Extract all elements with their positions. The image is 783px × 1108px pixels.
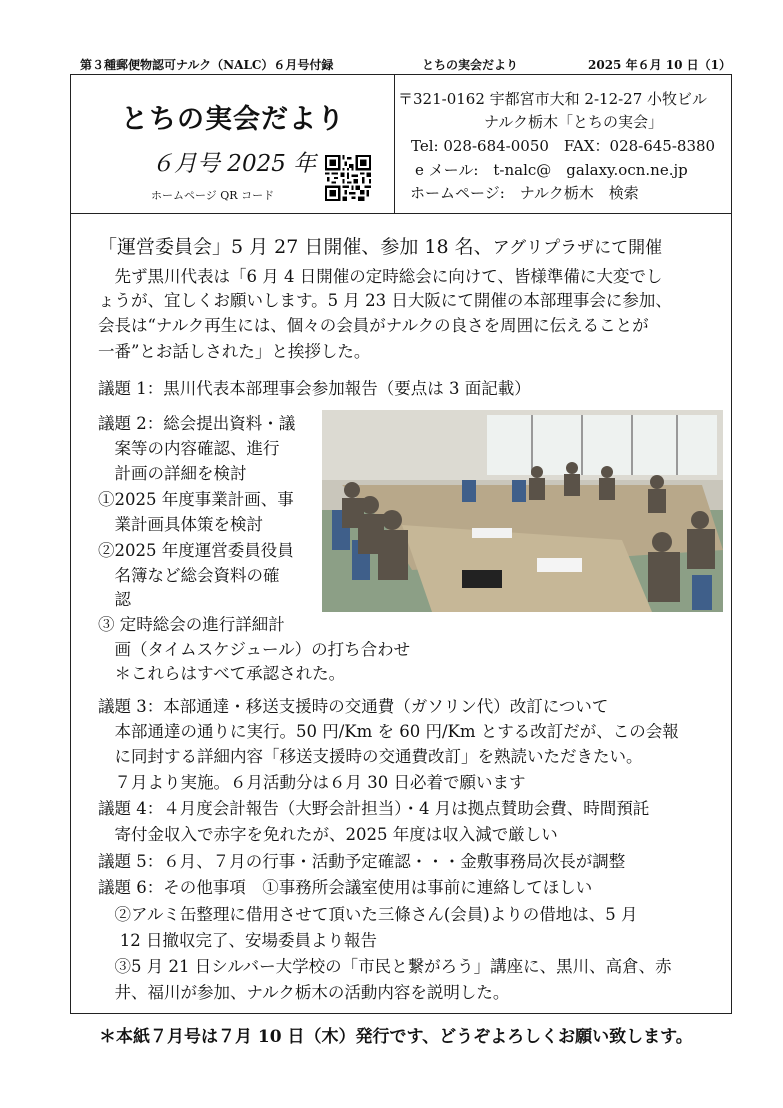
header-divider [71,213,731,214]
intro-line: 先ず黒川代表は「6 月 4 日開催の定時総会に向けて、皆様準備に大変でし [98,267,663,286]
qr-code-icon[interactable] [325,155,371,201]
agenda-2-line: 業計画具体策を検討 [98,515,263,534]
postal-address: 〒321-0162 宇都宮市大和 2-12-27 小牧ビル [398,90,708,108]
agenda-2-line: ②2025 年度運営委員役員 [98,541,294,560]
agenda-2-line: ＊これらはすべて承認された。 [98,664,346,683]
agenda-6-line: ③5 月 21 日シルバー大学校の「市民と繋がろう」講座に、黒川、高倉、赤 [98,957,672,976]
agenda-2-line: 名簿など総会資料の確 [98,566,280,585]
agenda-1: 議題 1：黒川代表本部理事会参加報告（要点は 3 面記載） [98,379,531,398]
article-headline [98,232,662,259]
agenda-2-line: ③ 定時総会の進行詳細計 [98,615,285,634]
intro-line: 一番”とお話しされた」と挨拶した。 [98,342,371,361]
qr-label: ホームページ QR コード [151,189,275,202]
agenda-6-line: ②アルミ缶整理に借用させて頂いた三條さん(会員)よりの借地は、5 月 [98,905,638,924]
agenda-4-line: 議題 4：４月度会計報告（大野会計担当）・4 月は拠点賛助会費、時間預託 [98,799,650,818]
organization-name: ナルク栃木「とちの実会」 [484,113,663,131]
headline-venue: アグリプラザにて開催 [492,238,663,258]
agenda-3-line: 議題 3：本部通達・移送支援時の交通費（ガソリン代）改訂について [98,697,609,716]
newsletter-name: とちの実会だより [422,58,519,72]
agenda-2-line: ①2025 年度事業計画、事 [98,490,294,509]
agenda-4-line: 寄付金収入で赤字を免れたが、2025 年度は収入減で厳しい [98,825,558,844]
agenda-3-line: 本部通達の通りに実行。50 円/Km を 60 円/Km とする改訂だが、この会報 [98,722,679,741]
agenda-6-line: 議題 6：その他事項 ①事務所会議室使用は事前に連絡してほしい [98,878,593,897]
phone-fax: Tel: 028-684-0050 FAX：028-645-8380 [411,137,716,155]
masthead-title: とちの実会だより [121,104,345,135]
intro-line: ょうが、宜しくお願いします。5 月 23 日大阪にて開催の本部理事会に参加、 [98,291,672,310]
agenda-2-line: 計画の詳細を検討 [98,464,247,483]
homepage-search[interactable]: ホームページ: ナルク栃木 検索 [410,184,639,202]
postal-permit-text: 第３種郵便物認可ナルク（NALC）６月号付録 [80,58,334,72]
email-address[interactable]: e メール: t-nalc@ galaxy.ocn.ne.jp [415,161,688,179]
agenda-2-line: 案等の内容確認、進行 [98,439,280,458]
header-strip [70,56,730,74]
agenda-6-line: 井、福川が参加、ナルク栃木の活動内容を説明した。 [98,983,510,1002]
agenda-6-line: 12 日撤収完了、安場委員より報告 [98,931,377,950]
headline-main: 「運営委員会」5 月 27 日開催、参加 18 名、 [98,236,493,258]
intro-line: 会長は“ナルク再生には、個々の会員がナルクの良さを周囲に伝えることが [98,316,649,335]
agenda-2-line: 画（タイムスケジュール）の打ち合わせ [98,640,411,659]
issue-date: 2025 年６月 10 日（1） [588,58,731,72]
meeting-photo [322,410,723,612]
agenda-3-line: ７月より実施。６月活動分は６月 30 日必着で願います [98,773,526,792]
next-issue-notice: ＊本紙７月号は７月 10 日（木）発行です、どうぞよろしくお願い致します。 [99,1027,693,1047]
agenda-3-line: に同封する詳細内容「移送支援時の交通費改訂」を熟読いただきたい。 [98,747,643,766]
masthead-issue: ６月号 2025 年 [151,151,317,177]
agenda-2-line: 議題 2：総会提出資料・議 [98,414,296,433]
agenda-5: 議題 5：６月、７月の行事・活動予定確認・・・金敷事務局次長が調整 [98,852,626,871]
masthead [71,75,395,213]
agenda-2-line: 認 [98,590,131,609]
